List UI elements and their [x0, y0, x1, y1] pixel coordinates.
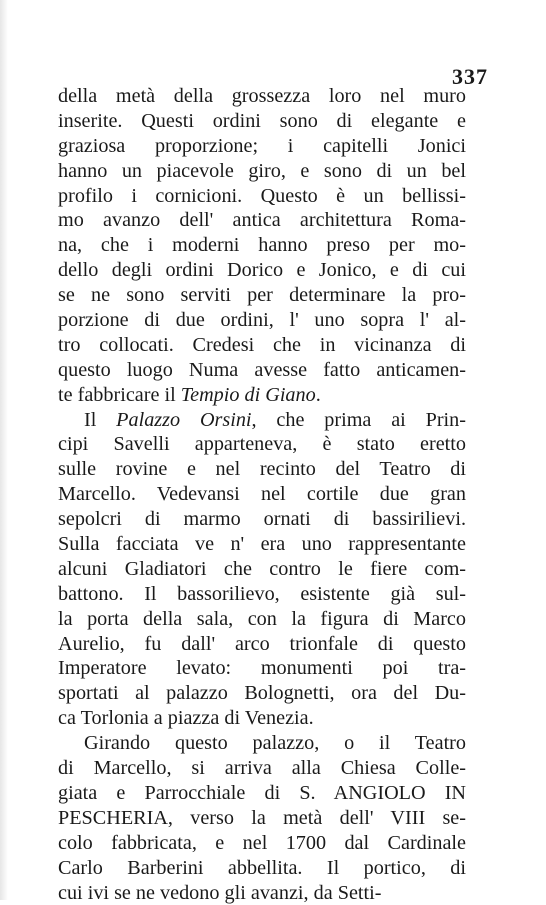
text-segment: della metà della grossezza loro nel muro: [58, 85, 466, 107]
text-segment: sepolcri di marmo ornati di bassirilievi.: [58, 508, 466, 530]
text-line: [58, 383, 466, 408]
text-segment: alcuni Gladiatori che contro le fiere com-: [58, 558, 466, 580]
text-line: [58, 532, 466, 557]
text-line: [58, 656, 466, 681]
text-segment: Il: [84, 409, 116, 431]
italic-text: Palazzo Orsini: [116, 409, 251, 431]
text-segment: Imperatore levato: monumenti poi tra-: [58, 657, 466, 679]
text-line: [58, 308, 466, 333]
text-line: [58, 333, 466, 358]
text-segment: .: [316, 384, 321, 406]
text-segment: profilo i cornicioni. Questo è un bellissi-: [58, 185, 466, 207]
text-segment: se ne sono serviti per determinare la pro-: [58, 284, 466, 306]
text-segment: mo avanzo dell' antica architettura Roma-: [58, 209, 466, 231]
text-line: [58, 557, 466, 582]
text-segment: Carlo Barberini abbellita. Il portico, di: [58, 857, 466, 879]
text-line: [58, 134, 466, 159]
page-number: 337: [452, 64, 488, 90]
text-line: [58, 482, 466, 507]
text-line: [58, 109, 466, 134]
paragraph: [58, 84, 466, 408]
text-line: [58, 856, 466, 881]
text-line: [58, 283, 466, 308]
text-segment: , che prima ai Prin-: [252, 409, 466, 431]
text-line: [58, 159, 466, 184]
text-segment: sulle rovine e nel recinto del Teatro di: [58, 458, 466, 480]
text-segment: di Marcello, si arriva alla Chiesa Colle-: [58, 757, 466, 779]
text-segment: Sulla facciata ve n' era uno rappresentante: [58, 533, 466, 555]
text-line: [58, 881, 466, 905]
text-line: [58, 806, 466, 831]
text-segment: ca Torlonia a piazza di Venezia.: [58, 707, 314, 729]
text-segment: battono. Il bassorilievo, esistente già sul-: [58, 583, 466, 605]
text-segment: na, che i moderni hanno preso per mo-: [58, 234, 466, 256]
text-segment: graziosa proporzione; i capitelli Jonici: [58, 135, 466, 157]
text-line: [58, 781, 466, 806]
text-segment: Aurelio, fu dall' arco trionfale di questo: [58, 633, 466, 655]
text-line: [58, 507, 466, 532]
text-line: [58, 184, 466, 209]
text-segment: inserite. Questi ordini sono di elegante e: [58, 110, 466, 132]
text-segment: questo luogo Numa avesse fatto anticamen-: [58, 359, 466, 381]
text-line: [58, 706, 466, 731]
text-segment: hanno un piacevole giro, e sono di un bel: [58, 160, 466, 182]
body-text: [58, 84, 466, 905]
text-line: [58, 681, 466, 706]
text-line: [58, 84, 466, 109]
text-segment: porzione di due ordini, l' uno sopra l' al-: [58, 309, 466, 331]
text-line: [58, 582, 466, 607]
text-segment: cipi Savelli apparteneva, è stato eretto: [58, 433, 466, 455]
text-segment: te fabbricare il: [58, 384, 181, 406]
italic-text: Tempio di Giano: [181, 384, 316, 406]
text-segment: dello degli ordini Dorico e Jonico, e di cui: [58, 259, 466, 281]
text-line: [58, 607, 466, 632]
text-segment: la porta della sala, con la figura di Marco: [58, 608, 466, 630]
text-segment: tro collocati. Credesi che in vicinanza di: [58, 334, 466, 356]
text-line: [58, 432, 466, 457]
text-segment: PESCHERIA, verso la metà dell' VIII se-: [58, 807, 466, 829]
page-spine-shadow: [0, 0, 8, 900]
paragraph: [58, 408, 466, 732]
text-line: [58, 756, 466, 781]
text-line: [58, 358, 466, 383]
text-segment: sportati al palazzo Bolognetti, ora del Du-: [58, 682, 466, 704]
text-line: [58, 258, 466, 283]
text-line: [58, 632, 466, 657]
text-line: [58, 408, 466, 433]
paragraph: [58, 731, 466, 905]
text-line: [58, 731, 466, 756]
text-line: [58, 831, 466, 856]
text-line: [58, 457, 466, 482]
text-segment: colo fabbricata, e nel 1700 dal Cardinale: [58, 832, 466, 854]
text-line: [58, 233, 466, 258]
text-line: [58, 208, 466, 233]
text-segment: Girando questo palazzo, o il Teatro: [84, 732, 466, 754]
text-segment: cui ivi se ne vedono gli avanzi, da Setti-: [58, 882, 381, 904]
text-segment: Marcello. Vedevansi nel cortile due gran: [58, 483, 466, 505]
text-segment: giata e Parrocchiale di S. ANGIOLO IN: [58, 782, 466, 804]
